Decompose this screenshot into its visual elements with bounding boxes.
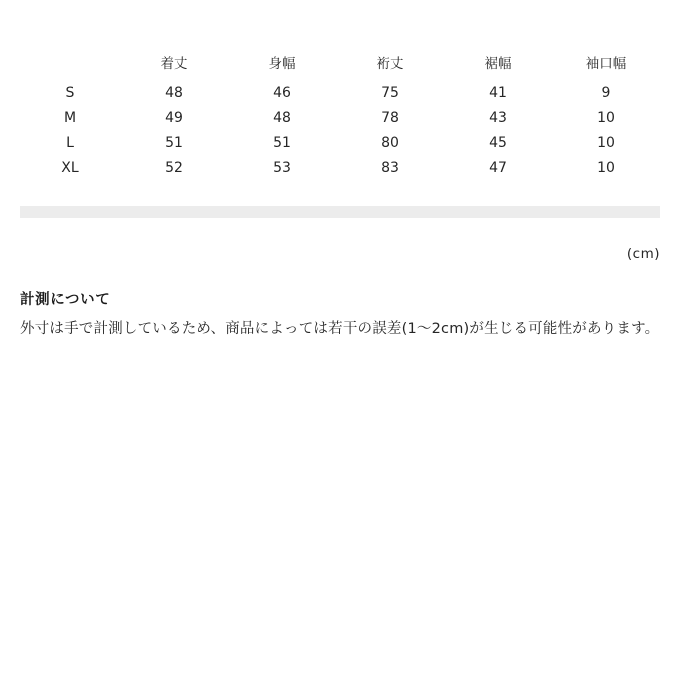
row-size-label: L xyxy=(66,135,74,151)
section-divider xyxy=(20,206,660,218)
measurement-notes-body: 外寸は手で計測しているため、商品によっては若干の誤差(1〜2cm)が生じる可能性があります。 xyxy=(20,321,660,337)
column-header-kitake: 着丈 xyxy=(160,56,188,72)
table-row xyxy=(20,156,660,181)
cell-mihaba: 53 xyxy=(273,160,291,176)
cell-yukitake: 83 xyxy=(381,160,399,176)
measurement-notes-title: 計測について xyxy=(20,292,111,308)
cell-susohaba: 45 xyxy=(489,135,507,151)
cell-kitake: 48 xyxy=(165,85,183,101)
table-row xyxy=(20,106,660,131)
cell-susohaba: 41 xyxy=(489,85,507,101)
cell-sodeguchihaba: 9 xyxy=(601,85,611,101)
cell-yukitake: 75 xyxy=(381,85,399,101)
cell-sodeguchihaba: 10 xyxy=(597,160,615,176)
cell-sodeguchihaba: 10 xyxy=(597,135,615,151)
table-header-row xyxy=(20,52,660,81)
cell-mihaba: 51 xyxy=(273,135,291,151)
cell-susohaba: 47 xyxy=(489,160,507,176)
row-size-label: M xyxy=(63,110,77,126)
cell-susohaba: 43 xyxy=(489,110,507,126)
row-size-label: S xyxy=(65,85,75,101)
cell-sodeguchihaba: 10 xyxy=(597,110,615,126)
row-size-label: XL xyxy=(61,160,79,176)
cell-kitake: 49 xyxy=(165,110,183,126)
cell-yukitake: 78 xyxy=(381,110,399,126)
column-header-susohaba: 裾幅 xyxy=(484,56,512,72)
cell-mihaba: 46 xyxy=(273,85,291,101)
size-table xyxy=(20,52,660,181)
cell-yukitake: 80 xyxy=(381,135,399,151)
cell-kitake: 51 xyxy=(165,135,183,151)
cell-mihaba: 48 xyxy=(273,110,291,126)
table-corner-cell xyxy=(20,52,120,81)
column-header-mihaba: 身幅 xyxy=(268,56,296,72)
column-header-yukitake: 裄丈 xyxy=(376,56,404,72)
cell-kitake: 52 xyxy=(165,160,183,176)
table-row xyxy=(20,81,660,106)
table-row xyxy=(20,131,660,156)
unit-note: (cm) xyxy=(626,246,660,262)
column-header-sodeguchihaba: 袖口幅 xyxy=(585,56,627,72)
